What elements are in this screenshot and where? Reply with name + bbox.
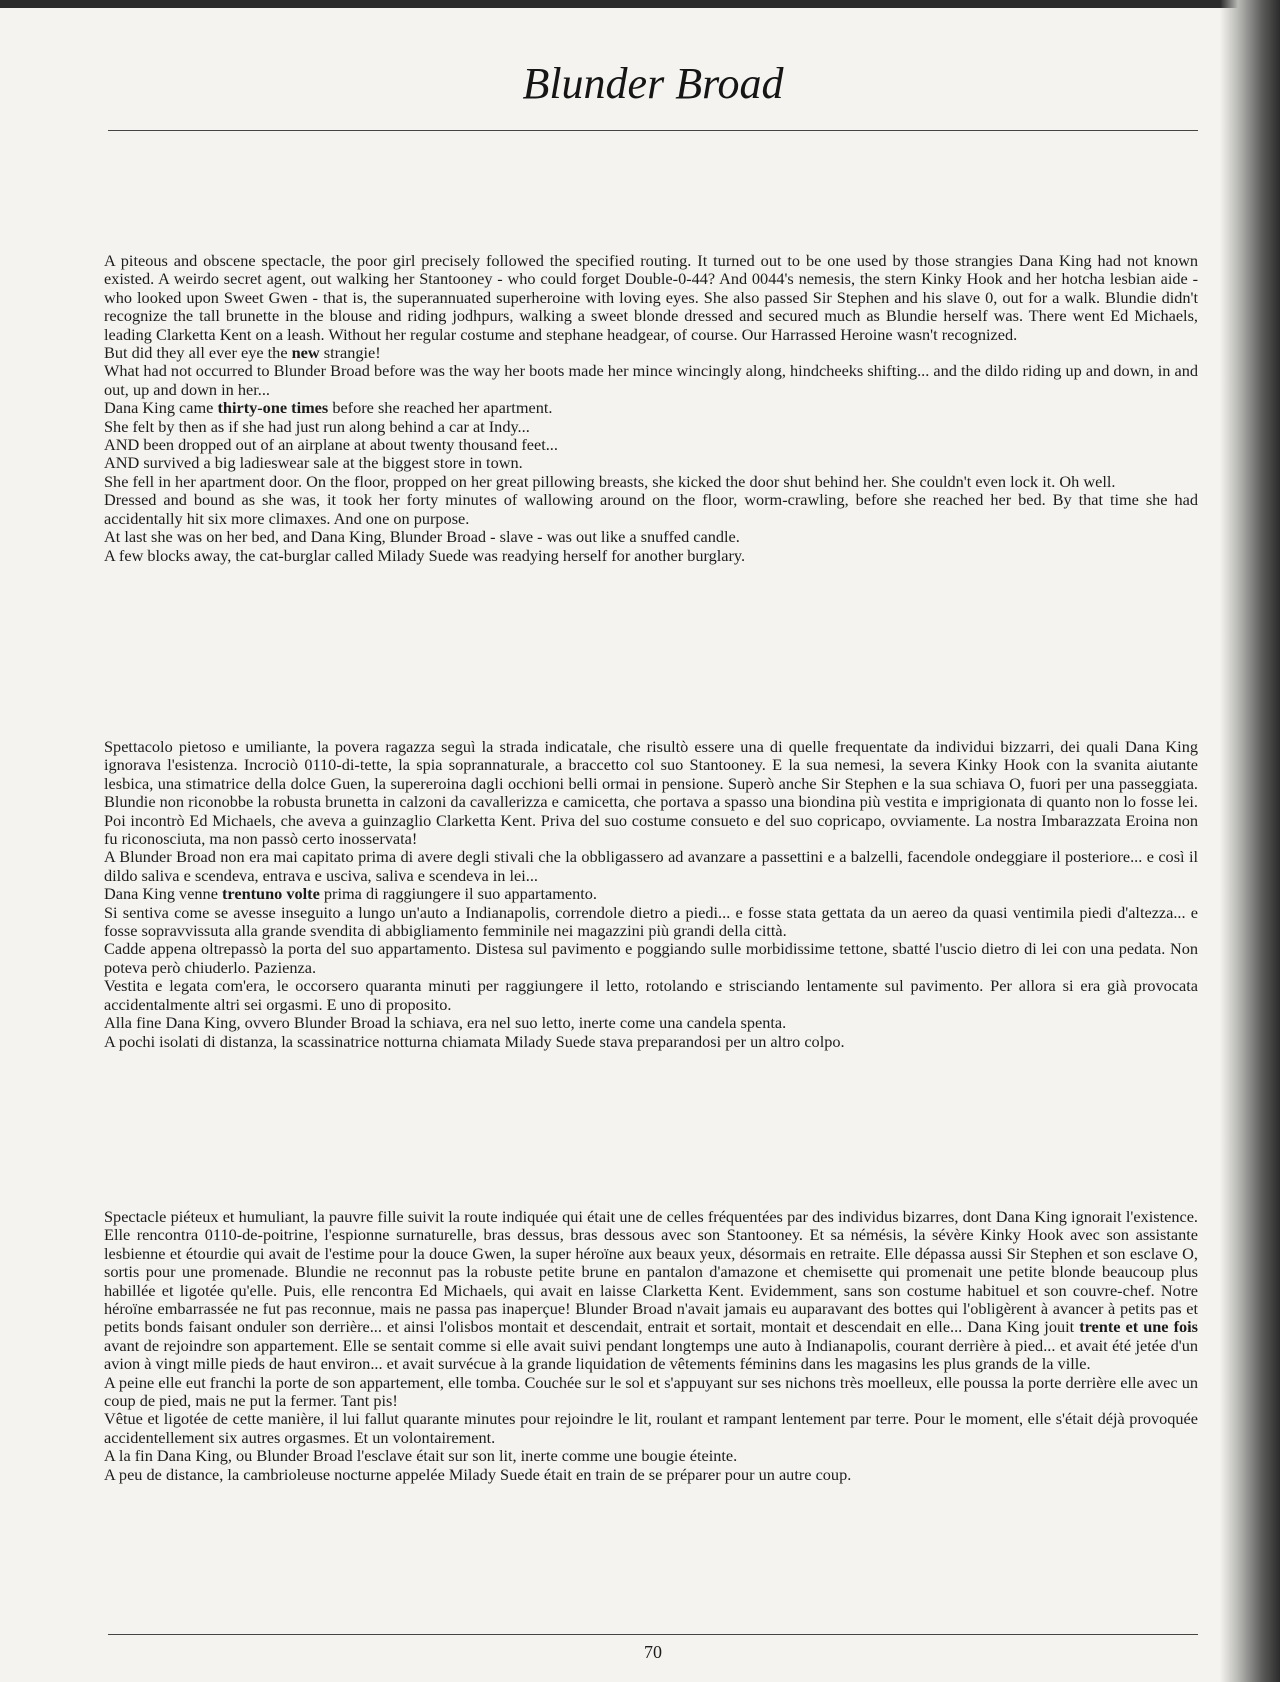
paragraph [104,399,1198,417]
paragraph: A peu de distance, la cambrioleuse nocturne appelée Milady Suede était en train de se préparer pour un autre coup. [104,1464,852,1484]
paragraph: A peine elle eut franchi la porte de son appartement, elle tomba. Couchée sur le sol et s'appuyant sur ses nichons très moelleux, elle poussa la porte derrière elle avec un coup de pied, mais ne put la fermer. Tant pis! [104,1372,1198,1411]
footer-rule [108,1634,1198,1635]
bold-emphasis: trente et une fois [1079,1317,1198,1337]
page-number: 70 [644,1642,662,1662]
paragraph: At last she was on her bed, and Dana King, Blunder Broad - slave - was out like a snuffed candle. [104,527,740,547]
paragraph: AND been dropped out of an airplane at about twenty thousand feet... [104,435,558,455]
italian-section [104,738,1198,1051]
paragraph-text: Dana King came [104,398,218,418]
paragraph-text: avant de rejoindre son appartement. Elle se sentait comme si elle avait suivi pendant longtemps une auto à Indianapolis, courant derrière à pied... et avait été jetée d'un avion à vingt mille pieds de haut environ... et avait survécue à la grande liquidation de vêtements féminins dans les magasins les plus grands de la ville. [104,1335,1198,1374]
paragraph [104,344,1198,362]
paragraph: A pochi isolati di distanza, la scassinatrice notturna chiamata Milady Suede stava preparandosi per un altro colpo. [104,1031,845,1051]
paragraph: A piteous and obscene spectacle, the poor girl precisely followed the specified routing. It turned out to be one used by those strangies Dana King had not known existed. A weirdo secret agent, out walking her Stantooney - who could forget Double-0-44? And 0044's nemesis, the stern Kinky Hook and her hotcha lesbian aide - who looked upon Sweet Gwen - that is, the superannuated superheroine with loving eyes. She also passed Sir Stephen and his slave 0, out for a walk. Blundie didn't recognize the tall brunette in the blouse and riding jodhpurs, walking a sweet blonde dressed and secured much as Blundie herself was. There went Ed Michaels, leading Clarketta Kent on a leash. Without her regular costume and stephane headgear, of course. Our Harrassed Heroine wasn't recognized. [104,251,1198,344]
paragraph: Si sentiva come se avesse inseguito a lungo un'auto a Indianapolis, correndole dietro a piedi... e fosse stata gettata da un aereo da quasi ventimila piedi d'altezza... e fosse sopravvissuta alla grande svendita di abbigliamento femminile nei magazzini più grandi della città. [104,902,1198,941]
paragraph: Dressed and bound as she was, it took her forty minutes of wallowing around on the floor, worm-crawling, before she reached her bed. By that time she had accidentally hit six more climaxes. And one on purpose. [104,490,1198,528]
paragraph: What had not occurred to Blunder Broad before was the way her boots made her mince wincingly along, hindcheeks shifting... and the dildo riding up and down, in and out, up and down in her... [104,361,1198,399]
paragraph [104,1208,1198,1374]
page-title: Blunder Broad [522,59,784,108]
paragraph-text: before she reached her apartment. [328,398,553,418]
paragraph-text: Dana King venne [104,884,222,904]
paragraph: A few blocks away, the cat-burglar called Milady Suede was readying herself for another burglary. [104,545,746,565]
paragraph-text: prima di raggiungere il suo appartamento. [319,884,597,904]
scan-top-edge [0,0,1280,8]
paragraph: Alla fine Dana King, ovvero Blunder Broad la schiava, era nel suo letto, inerte come una candela spenta. [104,1013,787,1033]
paragraph-text: strangie! [319,343,381,363]
paragraph: AND survived a big ladieswear sale at the biggest store in town. [104,453,523,473]
bold-emphasis: thirty-one times [217,398,329,418]
paragraph: Vêtue et ligotée de cette manière, il lui fallut quarante minutes pour rejoindre le lit, roulant et rampant lentement par terre. Pour le moment, elle s'était déjà provoquée accidentellement six autres orgasmes. Et un volontairement. [104,1409,1198,1447]
paragraph: A la fin Dana King, ou Blunder Broad l'esclave était sur son lit, inerte comme une bougie éteinte. [104,1446,738,1466]
paragraph: She felt by then as if she had just run along behind a car at Indy... [104,416,530,436]
paragraph: Vestita e legata com'era, le occorsero quaranta minuti per raggiungere il letto, rotolando e strisciando lentamente sul pavimento. Per allora si era già provocata accidentalmente altri sei orgasmi. E uno di proposito. [104,976,1198,1014]
paragraph [104,885,1198,903]
french-section [104,1208,1198,1484]
paragraph: A Blunder Broad non era mai capitato prima di avere degli stivali che la obbligassero ad avanzare a passettini e a balzelli, facendole ondeggiare il posteriore... e così il dildo saliva e scendeva, entrava e usciva, saliva e scendeva in lei... [104,847,1198,885]
paragraph: Cadde appena oltrepassò la porta del suo appartamento. Distesa sul pavimento e poggiando sulle morbidissime tettone, sbatté l'uscio dietro di lei con una pedata. Non poteva però chiuderlo. Pazienza. [104,939,1198,977]
paragraph-text: Spectacle piéteux et humuliant, la pauvre fille suivit la route indiquée qui était une de celles fréquentées par des individus bizarres, dont Dana King ignorait l'existence. Elle rencontra 0110-de-poitrine, l'espionne surnaturelle, bras dessus, bras dessous avec son Stantooney. Et sa némésis, la sévère Kinky Hook avec son assistante lesbienne et étourdie qui avait de l'estime pour la douce Gwen, la super héroïne aux beaux yeux, désormais en retraite. Elle dépassa aussi Sir Stephen et son esclave O, sortis pour une promenade. Blundie ne reconnut pas la robuste petite brune en pantalon d'amazone et chemisette qui promenait une petite blonde beaucoup plus habillée et ligotée qu'elle. Puis, elle rencontra Ed Michaels, qui avait en laisse Clarketta Kent. Evidemment, sans son costume habituel et son couvre-chef. Notre héroïne embarrassée ne fut pas reconnue, mais ne passa pas inaperçue! Blunder Broad n'avait jamais eu auparavant des bottes qui l'obligèrent à avancer à petits pas et petits bonds faisant onduler son derrière... et ainsi l'olisbos montait et descendait, entrait et sortait, montait et descendait en elle... Dana King jouit [104,1207,1198,1337]
bold-emphasis: new [291,343,320,363]
title-rule [108,130,1198,131]
paragraph: She fell in her apartment door. On the floor, propped on her great pillowing breasts, she kicked the door shut behind her. She couldn't even lock it. Oh well. [104,471,1116,491]
bold-emphasis: trentuno volte [222,884,320,904]
paragraph: Spettacolo pietoso e umiliante, la povera ragazza seguì la strada indicatale, che risultò essere una di quelle frequentate da individui bizzarri, dei quali Dana King ignorava l'esistenza. Incrociò 0110-di-tette, la spia soprannaturale, a braccetto col suo Stantooney. E la sua nemesi, la severa Kinky Hook con la svanita aiutante lesbica, una stimatrice della dolce Guen, la supereroina dagli occhioni belli ormai in pensione. Superò anche Sir Stephen e la sua schiava O, fuori per una passeggiata. Blundie non riconobbe la robusta brunetta in calzoni da cavallerizza e camicetta, che portava a spasso una biondina più vestita e imprigionata di quanto non lo fosse lei. Poi incontrò Ed Michaels, che aveva a guinzaglio Clarketta Kent. Priva del suo costume consueto e del suo copricapo, ovviamente. La nostra Imbarazzata Eroina non fu riconosciuta, ma non passò certo inosservata! [104,737,1198,849]
book-spine-shadow [1220,0,1280,1682]
english-section [104,252,1198,565]
paragraph-text: But did they all ever eye the [104,343,292,363]
